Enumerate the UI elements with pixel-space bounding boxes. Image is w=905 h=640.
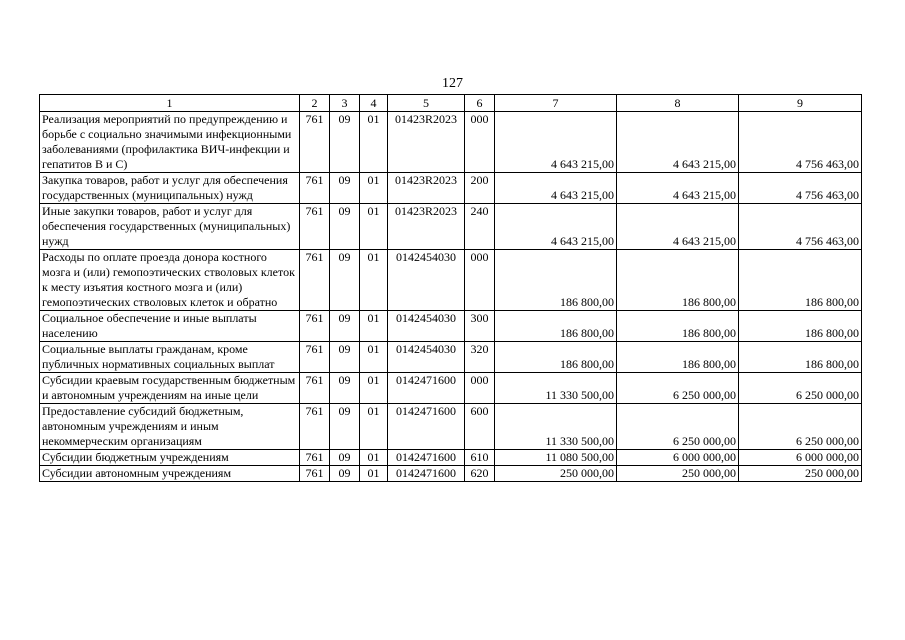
target-article-cell: 0142471600: [388, 450, 465, 466]
amount-year3-cell: 186 800,00: [739, 342, 862, 373]
budget-table: [39, 94, 862, 482]
column-header: 3: [330, 95, 360, 112]
subsection-code-cell: 01: [360, 250, 388, 311]
expense-type-cell: 000: [465, 250, 495, 311]
column-header: 7: [495, 95, 617, 112]
target-article-cell: 0142454030: [388, 342, 465, 373]
expense-name-cell: Социальное обеспечение и иные выплаты населению: [40, 311, 300, 342]
amount-year3-cell: 6 000 000,00: [739, 450, 862, 466]
expense-type-cell: 610: [465, 450, 495, 466]
amount-year2-cell: 4 643 215,00: [617, 204, 739, 250]
target-article-cell: 0142471600: [388, 404, 465, 450]
section-code-cell: 09: [330, 311, 360, 342]
target-article-cell: 0142454030: [388, 311, 465, 342]
target-article-cell: 0142454030: [388, 250, 465, 311]
ministry-code-cell: 761: [300, 250, 330, 311]
expense-type-cell: 200: [465, 173, 495, 204]
page-number: 127: [442, 76, 463, 91]
expense-name-cell: Субсидии автономным учреждениям: [40, 466, 300, 482]
expense-name-cell: Расходы по оплате проезда донора костного мозга и (или) гемопоэтических стволовых клеток к месту изъятия костного мозга и (или) гемопоэтических стволовых клеток и обратно: [40, 250, 300, 311]
amount-year3-cell: 6 250 000,00: [739, 404, 862, 450]
amount-year3-cell: 4 756 463,00: [739, 112, 862, 173]
target-article-cell: 0142471600: [388, 373, 465, 404]
expense-type-cell: 000: [465, 112, 495, 173]
column-header: 6: [465, 95, 495, 112]
amount-year1-cell: 186 800,00: [495, 342, 617, 373]
header-row: [40, 95, 862, 112]
table-row: [40, 373, 862, 404]
subsection-code-cell: 01: [360, 450, 388, 466]
expense-type-cell: 300: [465, 311, 495, 342]
expense-name-cell: Предоставление субсидий бюджетным, автономным учреждениям и иным некоммерческим организациям: [40, 404, 300, 450]
amount-year1-cell: 11 330 500,00: [495, 404, 617, 450]
subsection-code-cell: 01: [360, 173, 388, 204]
section-code-cell: 09: [330, 342, 360, 373]
section-code-cell: 09: [330, 173, 360, 204]
expense-name-cell: Реализация мероприятий по предупреждению и борьбе с социально значимыми инфекционными заболеваниями (профилактика ВИЧ-инфекции и гепатитов В и С): [40, 112, 300, 173]
table-row: [40, 173, 862, 204]
ministry-code-cell: 761: [300, 466, 330, 482]
amount-year3-cell: 186 800,00: [739, 311, 862, 342]
section-code-cell: 09: [330, 112, 360, 173]
expense-name-cell: Субсидии бюджетным учреждениям: [40, 450, 300, 466]
amount-year3-cell: 186 800,00: [739, 250, 862, 311]
table-row: [40, 112, 862, 173]
subsection-code-cell: 01: [360, 404, 388, 450]
amount-year3-cell: 6 250 000,00: [739, 373, 862, 404]
amount-year1-cell: 250 000,00: [495, 466, 617, 482]
table-row: [40, 250, 862, 311]
ministry-code-cell: 761: [300, 450, 330, 466]
column-header: 2: [300, 95, 330, 112]
ministry-code-cell: 761: [300, 204, 330, 250]
table-row: [40, 342, 862, 373]
amount-year1-cell: 11 080 500,00: [495, 450, 617, 466]
amount-year2-cell: 186 800,00: [617, 250, 739, 311]
amount-year2-cell: 6 000 000,00: [617, 450, 739, 466]
subsection-code-cell: 01: [360, 373, 388, 404]
target-article-cell: 0142471600: [388, 466, 465, 482]
target-article-cell: 01423R2023: [388, 112, 465, 173]
expense-type-cell: 240: [465, 204, 495, 250]
ministry-code-cell: 761: [300, 342, 330, 373]
amount-year2-cell: 250 000,00: [617, 466, 739, 482]
amount-year1-cell: 186 800,00: [495, 311, 617, 342]
column-header: 8: [617, 95, 739, 112]
subsection-code-cell: 01: [360, 311, 388, 342]
amount-year3-cell: 250 000,00: [739, 466, 862, 482]
column-header: 5: [388, 95, 465, 112]
section-code-cell: 09: [330, 450, 360, 466]
amount-year2-cell: 186 800,00: [617, 311, 739, 342]
section-code-cell: 09: [330, 466, 360, 482]
expense-type-cell: 600: [465, 404, 495, 450]
amount-year2-cell: 6 250 000,00: [617, 373, 739, 404]
table-row: [40, 311, 862, 342]
column-header: 4: [360, 95, 388, 112]
section-code-cell: 09: [330, 250, 360, 311]
target-article-cell: 01423R2023: [388, 173, 465, 204]
expense-type-cell: 000: [465, 373, 495, 404]
ministry-code-cell: 761: [300, 404, 330, 450]
ministry-code-cell: 761: [300, 112, 330, 173]
expense-name-cell: Социальные выплаты гражданам, кроме публичных нормативных социальных выплат: [40, 342, 300, 373]
amount-year2-cell: 186 800,00: [617, 342, 739, 373]
amount-year3-cell: 4 756 463,00: [739, 173, 862, 204]
amount-year2-cell: 4 643 215,00: [617, 112, 739, 173]
expense-name-cell: Субсидии краевым государственным бюджетным и автономным учреждениям на иные цели: [40, 373, 300, 404]
amount-year1-cell: 4 643 215,00: [495, 173, 617, 204]
ministry-code-cell: 761: [300, 373, 330, 404]
target-article-cell: 01423R2023: [388, 204, 465, 250]
amount-year1-cell: 11 330 500,00: [495, 373, 617, 404]
section-code-cell: 09: [330, 404, 360, 450]
subsection-code-cell: 01: [360, 112, 388, 173]
expense-name-cell: Иные закупки товаров, работ и услуг для обеспечения государственных (муниципальных) нужд: [40, 204, 300, 250]
table-row: [40, 404, 862, 450]
column-header: 1: [40, 95, 300, 112]
table-body: [40, 112, 862, 482]
subsection-code-cell: 01: [360, 342, 388, 373]
section-code-cell: 09: [330, 373, 360, 404]
amount-year1-cell: 4 643 215,00: [495, 204, 617, 250]
amount-year3-cell: 4 756 463,00: [739, 204, 862, 250]
amount-year1-cell: 4 643 215,00: [495, 112, 617, 173]
subsection-code-cell: 01: [360, 204, 388, 250]
expense-type-cell: 620: [465, 466, 495, 482]
ministry-code-cell: 761: [300, 311, 330, 342]
table-row: [40, 466, 862, 482]
amount-year1-cell: 186 800,00: [495, 250, 617, 311]
table-row: [40, 204, 862, 250]
amount-year2-cell: 6 250 000,00: [617, 404, 739, 450]
expense-name-cell: Закупка товаров, работ и услуг для обеспечения государственных (муниципальных) нужд: [40, 173, 300, 204]
table-row: [40, 450, 862, 466]
subsection-code-cell: 01: [360, 466, 388, 482]
section-code-cell: 09: [330, 204, 360, 250]
column-header: 9: [739, 95, 862, 112]
amount-year2-cell: 4 643 215,00: [617, 173, 739, 204]
expense-type-cell: 320: [465, 342, 495, 373]
ministry-code-cell: 761: [300, 173, 330, 204]
